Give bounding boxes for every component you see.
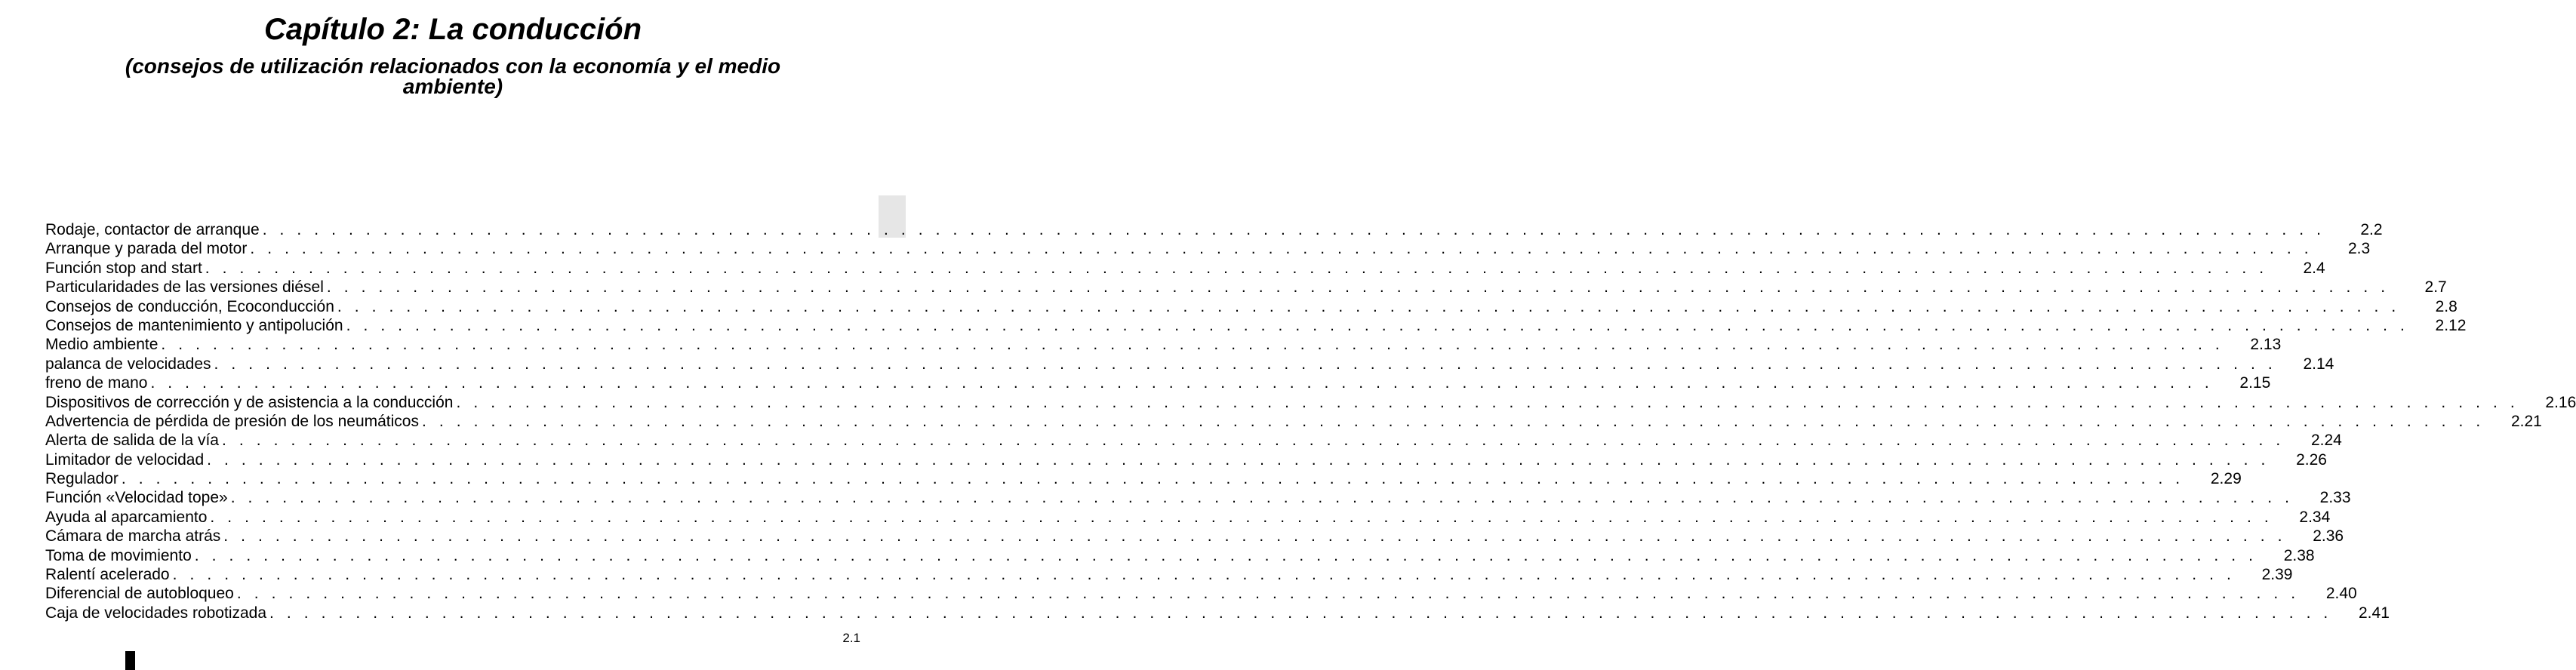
toc-entry-page: 2.33	[2319, 489, 2351, 507]
toc-entry[interactable]	[45, 373, 2271, 392]
toc-entry-label: freno de mano	[45, 374, 148, 392]
toc-entry[interactable]	[45, 488, 2351, 507]
toc-entry-label: Toma de movimiento	[45, 546, 192, 564]
toc-entry-label: Regulador	[45, 470, 118, 488]
toc-dot-leader: . . . . . . . . . . . . . . . . . . . . . . . . . . . . . . . . . . . . . . . . . . . . . . . . . . . . . . . . . . . . . . . . . . . . . . . . . . . . . . . . . . . . . . . . . . . . . . . . . . . . . . . . . . . . . . . . . . . . . . . .	[230, 489, 2294, 507]
toc-entry-page: 2.12	[2435, 316, 2467, 334]
toc-entry-label: Alerta de salida de la vía	[45, 432, 219, 450]
toc-entry-page: 2.15	[2239, 374, 2271, 392]
toc-entry-page: 2.36	[2313, 527, 2344, 546]
toc-entry-page: 2.13	[2250, 336, 2282, 354]
toc-entry[interactable]	[45, 297, 2458, 316]
toc-entry[interactable]	[45, 239, 2371, 258]
toc-dot-leader: . . . . . . . . . . . . . . . . . . . . . . . . . . . . . . . . . . . . . . . . . . . . . . . . . . . . . . . . . . . . . . . . . . . . . . . . . . . . . . . . . . . . . . . . . . . . . . . . . . . . . . . . . . . . . . . . . . . . . . . .	[262, 221, 2325, 238]
toc-entry-label: Advertencia de pérdida de presión de los neumáticos	[45, 412, 419, 430]
chapter-title: Capítulo 2: La conducción	[263, 13, 642, 46]
toc-dot-leader: . . . . . . . . . . . . . . . . . . . . . . . . . . . . . . . . . . . . . . . . . . . . . . . . . . . . . . . . . . . . . . . . . . . . . . . . . . . . . . . . . . . . . . . . . . . . . . . . . . . . . . . . . . . . . . . . . . . . . . . .	[161, 336, 2224, 354]
toc-dot-leader: . . . . . . . . . . . . . . . . . . . . . . . . . . . . . . . . . . . . . . . . . . . . . . . . . . . . . . . . . . . . . . . . . . . . . . . . . . . . . . . . . . . . . . . . . . . . . . . . . . . . . . . . . . . . . . . . . . . . . . . .	[210, 508, 2273, 526]
toc-dot-leader: . . . . . . . . . . . . . . . . . . . . . . . . . . . . . . . . . . . . . . . . . . . . . . . . . . . . . . . . . . . . . . . . . . . . . . . . . . . . . . . . . . . . . . . . . . . . . . . . . . . . . . . . . . . . . . . . . . . . . . . .	[236, 585, 2300, 603]
toc-entry-page: 2.34	[2299, 508, 2331, 526]
toc-dot-leader: . . . . . . . . . . . . . . . . . . . . . . . . . . . . . . . . . . . . . . . . . . . . . . . . . . . . . . . . . . . . . . . . . . . . . . . . . . . . . . . . . . . . . . . . . . . . . . . . . . . . . . . . . . . . . . . . . . . . . . . .	[172, 566, 2236, 584]
toc-entry[interactable]	[45, 527, 2344, 546]
toc-entry[interactable]	[45, 546, 2315, 565]
toc-dot-leader: . . . . . . . . . . . . . . . . . . . . . . . . . . . . . . . . . . . . . . . . . . . . . . . . . . . . . . . . . . . . . . . . . . . . . . . . . . . . . . . . . . . . . . . . . . . . . . . . . . . . . . . . . . . . . . . . . . . . . . . .	[346, 316, 2409, 334]
toc-entry-page: 2.40	[2325, 585, 2357, 603]
toc-entry-label: Caja de velocidades robotizada	[45, 604, 267, 622]
toc-entry-label: Arranque y parada del motor	[45, 240, 248, 258]
toc-entry[interactable]	[45, 469, 2242, 488]
toc-entry[interactable]	[45, 220, 2383, 239]
toc-dot-leader: . . . . . . . . . . . . . . . . . . . . . . . . . . . . . . . . . . . . . . . . . . . . . . . . . . . . . . . . . . . . . . . . . . . . . . . . . . . . . . . . . . . . . . . . . . . . . . . . . . . . . . . . . . . . . . . . . . . . . . . .	[421, 412, 2485, 430]
toc-entry-page: 2.16	[2545, 393, 2576, 411]
toc-entry-label: palanca de velocidades	[45, 355, 211, 373]
toc-entry[interactable]	[45, 508, 2331, 527]
toc-entry-page: 2.41	[2359, 604, 2390, 622]
toc-entry[interactable]	[45, 335, 2282, 354]
toc-entry-label: Particularidades de las versiones diésel	[45, 278, 324, 297]
toc-dot-leader: . . . . . . . . . . . . . . . . . . . . . . . . . . . . . . . . . . . . . . . . . . . . . . . . . . . . . . . . . . . . . . . . . . . . . . . . . . . . . . . . . . . . . . . . . . . . . . . . . . . . . . . . . . . . . . . . . . . . . . . .	[121, 470, 2184, 488]
toc-entry-label: Medio ambiente	[45, 336, 158, 354]
toc-dot-leader: . . . . . . . . . . . . . . . . . . . . . . . . . . . . . . . . . . . . . . . . . . . . . . . . . . . . . . . . . . . . . . . . . . . . . . . . . . . . . . . . . . . . . . . . . . . . . . . . . . . . . . . . . . . . . . . . . . . . . . . .	[205, 259, 2268, 277]
toc-entry-label: Función «Velocidad tope»	[45, 489, 228, 507]
toc-entry[interactable]	[45, 393, 2576, 412]
toc-dot-leader: . . . . . . . . . . . . . . . . . . . . . . . . . . . . . . . . . . . . . . . . . . . . . . . . . . . . . . . . . . . . . . . . . . . . . . . . . . . . . . . . . . . . . . . . . . . . . . . . . . . . . . . . . . . . . . . . . . . . . . . .	[337, 297, 2400, 315]
toc-entry-page: 2.26	[2296, 450, 2327, 469]
toc-dot-leader: . . . . . . . . . . . . . . . . . . . . . . . . . . . . . . . . . . . . . . . . . . . . . . . . . . . . . . . . . . . . . . . . . . . . . . . . . . . . . . . . . . . . . . . . . . . . . . . . . . . . . . . . . . . . . . . . . . . . . . . .	[214, 355, 2277, 373]
toc-entry-label: Ralentí acelerado	[45, 566, 170, 584]
toc-entry-label: Consejos de conducción, Ecoconducción	[45, 297, 334, 315]
page-number: 2.1	[842, 631, 860, 645]
toc-entry[interactable]	[45, 450, 2327, 469]
toc-dot-leader: . . . . . . . . . . . . . . . . . . . . . . . . . . . . . . . . . . . . . . . . . . . . . . . . . . . . . . . . . . . . . . . . . . . . . . . . . . . . . . . . . . . . . . . . . . . . . . . . . . . . . . . . . . . . . . . . . . . . . . . .	[250, 240, 2313, 258]
toc-entry-label: Diferencial de autobloqueo	[45, 585, 234, 603]
toc-entry-label: Rodaje, contactor de arranque	[45, 221, 260, 238]
toc-entry-page: 2.38	[2283, 546, 2315, 564]
toc-entry[interactable]	[45, 412, 2542, 431]
toc-dot-leader: . . . . . . . . . . . . . . . . . . . . . . . . . . . . . . . . . . . . . . . . . . . . . . . . . . . . . . . . . . . . . . . . . . . . . . . . . . . . . . . . . . . . . . . . . . . . . . . . . . . . . . . . . . . . . . . . . . . . . . . .	[207, 450, 2270, 469]
toc-dot-leader: . . . . . . . . . . . . . . . . . . . . . . . . . . . . . . . . . . . . . . . . . . . . . . . . . . . . . . . . . . . . . . . . . . . . . . . . . . . . . . . . . . . . . . . . . . . . . . . . . . . . . . . . . . . . . . . . . . . . . . . .	[326, 278, 2390, 297]
toc-entry[interactable]	[45, 565, 2293, 584]
toc-entry-label: Ayuda al aparcamiento	[45, 508, 208, 526]
toc-entry-page: 2.7	[2424, 278, 2447, 297]
toc-dot-leader: . . . . . . . . . . . . . . . . . . . . . . . . . . . . . . . . . . . . . . . . . . . . . . . . . . . . . . . . . . . . . . . . . . . . . . . . . . . . . . . . . . . . . . . . . . . . . . . . . . . . . . . . . . . . . . . . . . . . . . . .	[194, 546, 2257, 564]
chapter-subtitle: (consejos de utilización relacionados con la economía y el medio ambiente)	[125, 54, 781, 98]
table-of-contents	[45, 220, 2576, 622]
toc-entry-label: Dispositivos de corrección y de asistencia a la conducción	[45, 393, 454, 411]
toc-entry-label: Función stop and start	[45, 259, 202, 277]
toc-dot-leader: . . . . . . . . . . . . . . . . . . . . . . . . . . . . . . . . . . . . . . . . . . . . . . . . . . . . . . . . . . . . . . . . . . . . . . . . . . . . . . . . . . . . . . . . . . . . . . . . . . . . . . . . . . . . . . . . . . . . . . . .	[221, 432, 2285, 450]
toc-entry-page: 2.2	[2360, 221, 2383, 238]
toc-entry-label: Cámara de marcha atrás	[45, 527, 221, 546]
toc-entry-page: 2.4	[2303, 259, 2325, 277]
toc-entry-label: Consejos de mantenimiento y antipolución	[45, 316, 343, 334]
toc-entry[interactable]	[45, 259, 2325, 278]
toc-entry[interactable]	[45, 316, 2467, 335]
toc-entry[interactable]	[45, 584, 2357, 603]
toc-entry[interactable]	[45, 278, 2447, 297]
print-registration-mark	[125, 651, 135, 670]
toc-entry-page: 2.24	[2310, 432, 2342, 450]
toc-entry[interactable]	[45, 431, 2342, 450]
toc-entry-page: 2.21	[2510, 412, 2542, 430]
toc-entry-page: 2.8	[2435, 297, 2458, 315]
toc-dot-leader: . . . . . . . . . . . . . . . . . . . . . . . . . . . . . . . . . . . . . . . . . . . . . . . . . . . . . . . . . . . . . . . . . . . . . . . . . . . . . . . . . . . . . . . . . . . . . . . . . . . . . . . . . . . . . . . . . . . . . . . .	[150, 374, 2214, 392]
toc-entry-page: 2.3	[2347, 240, 2371, 258]
toc-entry-label: Limitador de velocidad	[45, 450, 205, 469]
toc-entry[interactable]	[45, 604, 2390, 622]
toc-entry-page: 2.14	[2303, 355, 2334, 373]
toc-dot-leader: . . . . . . . . . . . . . . . . . . . . . . . . . . . . . . . . . . . . . . . . . . . . . . . . . . . . . . . . . . . . . . . . . . . . . . . . . . . . . . . . . . . . . . . . . . . . . . . . . . . . . . . . . . . . . . . . . . . . . . . .	[269, 604, 2332, 622]
toc-entry-page: 2.29	[2210, 470, 2242, 488]
toc-entry[interactable]	[45, 355, 2334, 373]
toc-entry-page: 2.39	[2261, 566, 2293, 584]
toc-dot-leader: . . . . . . . . . . . . . . . . . . . . . . . . . . . . . . . . . . . . . . . . . . . . . . . . . . . . . . . . . . . . . . . . . . . . . . . . . . . . . . . . . . . . . . . . . . . . . . . . . . . . . . . . . . . . . . . . . . . . . . . .	[456, 393, 2519, 411]
toc-dot-leader: . . . . . . . . . . . . . . . . . . . . . . . . . . . . . . . . . . . . . . . . . . . . . . . . . . . . . . . . . . . . . . . . . . . . . . . . . . . . . . . . . . . . . . . . . . . . . . . . . . . . . . . . . . . . . . . . . . . . . . . .	[223, 527, 2287, 546]
